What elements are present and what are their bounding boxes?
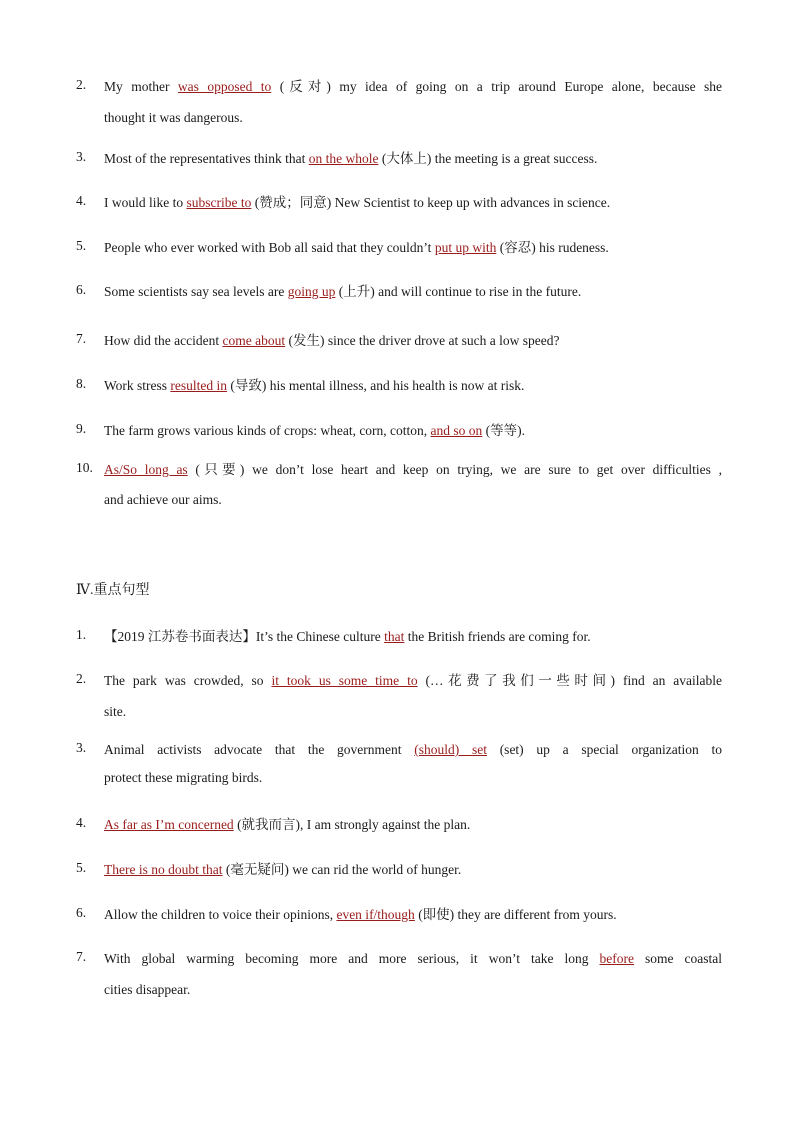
text-segment: People who ever worked with Bob all said that they couldn’t [104, 240, 435, 255]
item-text [104, 460, 722, 510]
text-segment: (容忍) his rudeness. [496, 240, 609, 255]
item-number: 2. [76, 671, 87, 686]
text-segment: (就我而言), I am strongly against the plan. [233, 817, 471, 832]
text-line [104, 702, 722, 722]
text-line [104, 671, 722, 691]
item-text [104, 815, 722, 835]
text-segment: the British friends are coming for. [404, 629, 591, 644]
text-line [104, 905, 722, 925]
text-segment: (导致) his mental illness, and his health is now at risk. [227, 378, 525, 393]
text-segment: (只要) we don’t lose heart and keep on trying, we are sure to get over difficulties , [187, 462, 722, 477]
item-number: 4. [76, 193, 87, 208]
text-segment: (set) up a special organization to [486, 742, 722, 757]
text-segment: some coastal [633, 951, 722, 966]
text-line [104, 815, 722, 835]
item-text [104, 282, 722, 302]
item-text [104, 376, 722, 396]
text-segment: and achieve our aims. [104, 492, 222, 507]
item-text [104, 627, 722, 647]
text-line [104, 860, 722, 880]
text-segment: Animal activists advocate that the government [104, 742, 415, 757]
text-line [104, 949, 722, 969]
item-number: 1. [76, 627, 87, 642]
text-segment: With global warming becoming more and more serious, it won’t take long [104, 951, 600, 966]
item-text [104, 77, 722, 128]
text-line [104, 282, 722, 302]
text-segment: Some scientists say sea levels are [104, 284, 288, 299]
text-line [104, 768, 722, 788]
text-line [104, 149, 722, 169]
text-segment: (反对) my idea of going on a trip around Europe alone, because she [271, 79, 722, 94]
item-text [104, 949, 722, 1000]
text-segment: (赞成；同意) New Scientist to keep up with advances in science. [251, 195, 611, 210]
item-number: 9. [76, 421, 87, 436]
item-number: 4. [76, 815, 87, 830]
text-segment: 【2019 江苏卷书面表达】It’s the Chinese culture [104, 629, 385, 644]
item-number: 3. [76, 149, 87, 164]
text-line [104, 460, 722, 480]
answer-phrase: As/So long as [104, 462, 188, 477]
text-segment: My mother [104, 79, 178, 94]
text-segment: (等等). [482, 423, 526, 438]
text-segment: Allow the children to voice their opinions, [104, 907, 337, 922]
answer-phrase: and so on [430, 423, 483, 438]
text-line [104, 108, 722, 128]
answer-phrase: (should) set [414, 742, 487, 757]
item-text [104, 860, 722, 880]
text-line [104, 193, 722, 213]
answer-phrase: subscribe to [186, 195, 252, 210]
text-segment: (发生) since the driver drove at such a low speed? [285, 333, 560, 348]
item-text [104, 149, 722, 169]
text-segment: (上升) and will continue to rise in the future. [335, 284, 582, 299]
answer-phrase: put up with [434, 240, 497, 255]
answer-phrase: even if/though [336, 907, 415, 922]
text-segment: I would like to [104, 195, 187, 210]
text-segment: The farm grows various kinds of crops: wheat, corn, cotton, [104, 423, 431, 438]
item-text [104, 331, 722, 351]
item-text [104, 238, 722, 258]
item-text [104, 671, 722, 722]
text-segment: Work stress [104, 378, 171, 393]
item-number: 7. [76, 331, 87, 346]
section-heading: Ⅳ.重点句型 [76, 583, 150, 598]
item-number: 2. [76, 77, 87, 92]
answer-phrase: that [384, 629, 405, 644]
answer-phrase: As far as I’m concerned [104, 817, 234, 832]
item-number: 7. [76, 949, 87, 964]
answer-phrase: was opposed to [177, 79, 272, 94]
text-line [104, 376, 722, 396]
text-line [104, 77, 722, 97]
text-line [104, 740, 722, 760]
text-segment: (即使) they are different from yours. [414, 907, 617, 922]
text-line [104, 980, 722, 1000]
item-number: 10. [76, 460, 93, 475]
text-segment: The park was crowded, so [104, 673, 272, 688]
text-line [104, 331, 722, 351]
text-segment: (大体上) the meeting is a great success. [378, 151, 598, 166]
text-segment: How did the accident [104, 333, 223, 348]
item-number: 3. [76, 740, 87, 755]
item-text [104, 193, 722, 213]
text-segment: (…花费了我们一些时间) find an available [417, 673, 722, 688]
text-segment: site. [104, 704, 127, 719]
text-segment: cities disappear. [104, 982, 191, 997]
text-line [104, 490, 722, 510]
text-segment: thought it was dangerous. [104, 110, 243, 125]
text-line [104, 627, 722, 647]
answer-phrase: resulted in [170, 378, 228, 393]
answer-phrase: on the whole [308, 151, 379, 166]
answer-phrase: going up [287, 284, 336, 299]
item-number: 5. [76, 238, 87, 253]
text-segment: protect these migrating birds. [104, 770, 263, 785]
item-text [104, 905, 722, 925]
item-text [104, 740, 722, 788]
text-line [104, 238, 722, 258]
answer-phrase: before [599, 951, 634, 966]
item-text [104, 421, 722, 441]
text-line [104, 421, 722, 441]
item-number: 8. [76, 376, 87, 391]
item-number: 6. [76, 282, 87, 297]
answer-phrase: it took us some time to [271, 673, 418, 688]
answer-phrase: come about [222, 333, 286, 348]
item-number: 6. [76, 905, 87, 920]
text-segment: (毫无疑问) we can rid the world of hunger. [222, 862, 462, 877]
answer-phrase: There is no doubt that [104, 862, 223, 877]
item-number: 5. [76, 860, 87, 875]
text-segment: Most of the representatives think that [104, 151, 309, 166]
